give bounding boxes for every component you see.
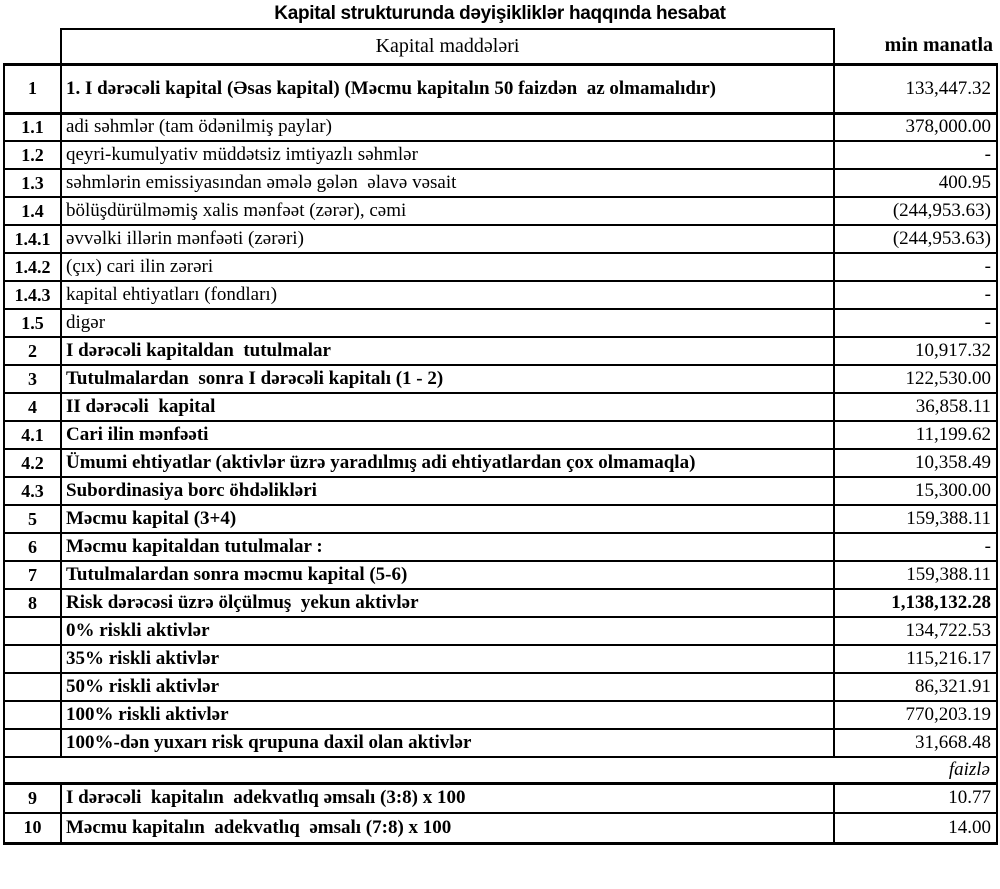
row-value-cell: 10,917.32 [834,337,997,365]
row-value-cell: - [834,253,997,281]
row-label-cell: Subordinasiya borc öhdəlikləri [61,477,834,505]
unit-note-row [4,757,997,783]
row-value-cell: 159,388.11 [834,561,997,589]
row-label-cell: Məcmu kapitalın adekvatlıq əmsalı (7:8) x 100 [61,813,834,843]
header-corner-cell [4,29,61,64]
row-number-cell: 1.2 [4,141,61,169]
table-row [4,197,997,225]
table-row [4,533,997,561]
table-row [4,589,997,617]
table-row [4,225,997,253]
row-value-cell: (244,953.63) [834,225,997,253]
row-number-cell: 5 [4,505,61,533]
report-table [3,28,998,845]
row-value-cell: (244,953.63) [834,197,997,225]
row-number-cell: 7 [4,561,61,589]
row-value-cell: 770,203.19 [834,701,997,729]
page-title: Kapital strukturunda dəyişikliklər haqqında hesabat [274,3,726,24]
row-label-cell: 0% riskli aktivlər [61,617,834,645]
row-value-cell: 10.77 [834,783,997,813]
row-label-cell: I dərəcəli kapitaldan tutulmalar [61,337,834,365]
row-value-cell: - [834,141,997,169]
row-number-cell: 1.4 [4,197,61,225]
row-number-cell: 1.5 [4,309,61,337]
row-label-cell: 1. I dərəcəli kapital (Əsas kapital) (Məcmu kapitalın 50 faizdən az olmamalıdır) [61,64,834,113]
row-number-cell: 9 [4,783,61,813]
row-value-cell: 31,668.48 [834,729,997,757]
table-row [4,813,997,843]
row-value-cell: 133,447.32 [834,64,997,113]
items-column-header: Kapital maddələri [61,29,834,64]
row-number-cell: 1.3 [4,169,61,197]
row-number-cell: 3 [4,365,61,393]
row-number-cell [4,645,61,673]
row-value-cell: 15,300.00 [834,477,997,505]
table-row [4,253,997,281]
table-row [4,505,997,533]
header-row [4,29,997,64]
row-number-cell: 4.1 [4,421,61,449]
table-row [4,281,997,309]
row-value-cell: - [834,533,997,561]
row-value-cell: 400.95 [834,169,997,197]
row-label-cell: qeyri-kumulyativ müddətsiz imtiyazlı səhmlər [61,141,834,169]
row-label-cell: kapital ehtiyatları (fondları) [61,281,834,309]
row-value-cell: 10,358.49 [834,449,997,477]
row-value-cell: 115,216.17 [834,645,997,673]
table-row [4,421,997,449]
row-number-cell: 6 [4,533,61,561]
row-value-cell: 134,722.53 [834,617,997,645]
row-number-cell: 1.1 [4,113,61,141]
row-label-cell: 35% riskli aktivlər [61,645,834,673]
row-label-cell: digər [61,309,834,337]
row-value-cell: 11,199.62 [834,421,997,449]
row-number-cell: 8 [4,589,61,617]
row-number-cell: 4.2 [4,449,61,477]
table-row [4,141,997,169]
row-number-cell: 1 [4,64,61,113]
row-label-cell: Tutulmalardan sonra məcmu kapital (5-6) [61,561,834,589]
table-row [4,337,997,365]
row-label-cell: Məcmu kapital (3+4) [61,505,834,533]
row-number-cell: 2 [4,337,61,365]
table-row [4,617,997,645]
row-number-cell: 4.3 [4,477,61,505]
row-value-cell: - [834,281,997,309]
table-row [4,729,997,757]
row-value-cell: 86,321.91 [834,673,997,701]
row-label-cell: əvvəlki illərin mənfəəti (zərəri) [61,225,834,253]
row-number-cell: 1.4.2 [4,253,61,281]
table-row [4,701,997,729]
row-label-cell: bölüşdürülməmiş xalis mənfəət (zərər), cəmi [61,197,834,225]
table-row [4,449,997,477]
report-table-header [4,29,997,64]
row-label-cell: Məcmu kapitaldan tutulmalar : [61,533,834,561]
row-number-cell [4,701,61,729]
report-table-body [4,64,997,843]
row-label-cell: səhmlərin emissiyasından əmələ gələn əlavə vəsait [61,169,834,197]
table-row [4,673,997,701]
row-value-cell: 378,000.00 [834,113,997,141]
table-row [4,169,997,197]
row-label-cell: Tutulmalardan sonra I dərəcəli kapitalı (1 - 2) [61,365,834,393]
table-row [4,645,997,673]
row-number-cell: 10 [4,813,61,843]
row-value-cell: 1,138,132.28 [834,589,997,617]
table-row [4,113,997,141]
row-number-cell: 1.4.3 [4,281,61,309]
row-value-cell: 36,858.11 [834,393,997,421]
row-label-cell: II dərəcəli kapital [61,393,834,421]
row-label-cell: I dərəcəli kapitalın adekvatlıq əmsalı (3:8) x 100 [61,783,834,813]
row-value-cell: 122,530.00 [834,365,997,393]
row-label-cell: 100%-dən yuxarı risk qrupuna daxil olan aktivlər [61,729,834,757]
row-label-cell: Risk dərəcəsi üzrə ölçülmuş yekun aktivlər [61,589,834,617]
row-label-cell: adi səhmlər (tam ödənilmiş paylar) [61,113,834,141]
table-row [4,477,997,505]
table-row [4,783,997,813]
row-value-cell: 159,388.11 [834,505,997,533]
table-row [4,365,997,393]
row-number-cell [4,673,61,701]
row-label-cell: Cari ilin mənfəəti [61,421,834,449]
row-value-cell: 14.00 [834,813,997,843]
row-label-cell: Ümumi ehtiyatlar (aktivlər üzrə yaradılmış adi ehtiyatlardan çox olmamaqla) [61,449,834,477]
unit-column-header: min manatla [834,29,997,64]
row-label-cell: 100% riskli aktivlər [61,701,834,729]
row-number-cell: 4 [4,393,61,421]
row-label-cell: 50% riskli aktivlər [61,673,834,701]
row-number-cell: 1.4.1 [4,225,61,253]
row-label-cell: (çıx) cari ilin zərəri [61,253,834,281]
unit-note-cell: faizlə [4,757,997,783]
table-row [4,561,997,589]
row-number-cell [4,729,61,757]
table-row [4,64,997,113]
row-number-cell [4,617,61,645]
row-value-cell: - [834,309,997,337]
table-row [4,393,997,421]
table-row [4,309,997,337]
